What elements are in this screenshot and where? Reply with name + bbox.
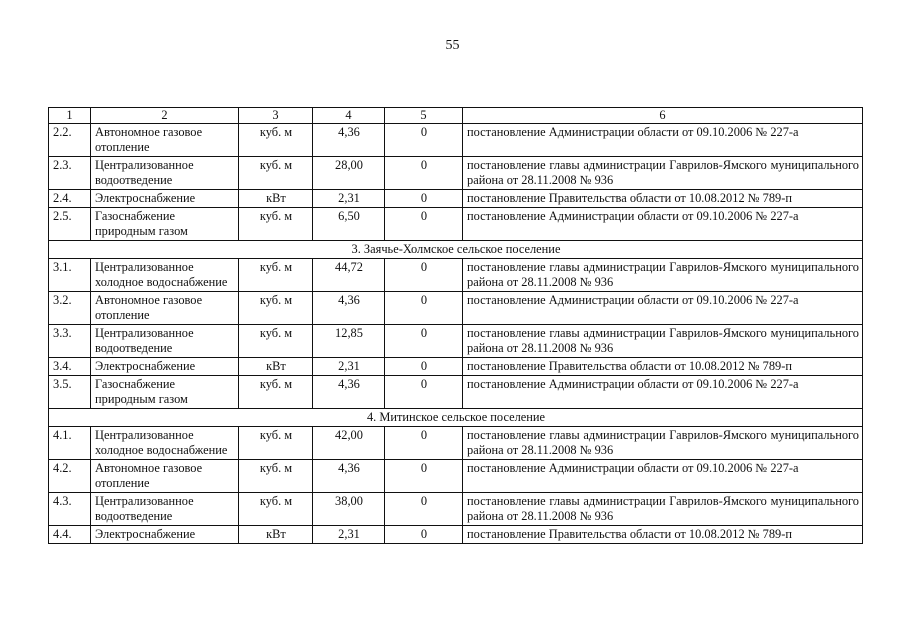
section-title: 4. Митинское сельское поселение (49, 409, 863, 427)
service-name: Электроснабжение (91, 190, 239, 208)
table-row (49, 157, 863, 190)
tariff-value: 12,85 (313, 325, 385, 358)
legal-basis: постановление Администрации области от 09.10.2006 № 227-а (463, 208, 863, 241)
zero-value: 0 (385, 259, 463, 292)
row-number: 3.5. (49, 376, 91, 409)
table-row (49, 190, 863, 208)
service-name: Централизованное водоотведение (91, 157, 239, 190)
tariff-value: 4,36 (313, 124, 385, 157)
column-header: 6 (463, 108, 863, 124)
unit-of-measure: куб. м (239, 157, 313, 190)
zero-value: 0 (385, 208, 463, 241)
tariff-value: 2,31 (313, 358, 385, 376)
legal-basis: постановление Правительства области от 10.08.2012 № 789-п (463, 358, 863, 376)
unit-of-measure: куб. м (239, 376, 313, 409)
table-row (49, 427, 863, 460)
service-name: Централизованное водоотведение (91, 325, 239, 358)
tariff-value: 42,00 (313, 427, 385, 460)
row-number: 3.2. (49, 292, 91, 325)
legal-basis: постановление Администрации области от 09.10.2006 № 227-а (463, 124, 863, 157)
row-number: 3.3. (49, 325, 91, 358)
row-number: 2.4. (49, 190, 91, 208)
row-number: 2.3. (49, 157, 91, 190)
zero-value: 0 (385, 376, 463, 409)
table-row (49, 325, 863, 358)
row-number: 3.4. (49, 358, 91, 376)
service-name: Централизованное холодное водоснабжение (91, 427, 239, 460)
service-name: Электроснабжение (91, 358, 239, 376)
section-title: 3. Заячье-Холмское сельское поселение (49, 241, 863, 259)
zero-value: 0 (385, 493, 463, 526)
column-header: 5 (385, 108, 463, 124)
table-row (49, 358, 863, 376)
legal-basis: постановление Правительства области от 10.08.2012 № 789-п (463, 190, 863, 208)
section-row (49, 241, 863, 259)
legal-basis: постановление Администрации области от 09.10.2006 № 227-а (463, 460, 863, 493)
service-name: Централизованное водоотведение (91, 493, 239, 526)
table-row (49, 292, 863, 325)
unit-of-measure: куб. м (239, 427, 313, 460)
row-number: 4.1. (49, 427, 91, 460)
tariff-value: 44,72 (313, 259, 385, 292)
row-number: 2.2. (49, 124, 91, 157)
service-name: Автономное газовое отопление (91, 292, 239, 325)
legal-basis: постановление Администрации области от 09.10.2006 № 227-а (463, 376, 863, 409)
tariff-value: 4,36 (313, 292, 385, 325)
table-row (49, 124, 863, 157)
row-number: 2.5. (49, 208, 91, 241)
unit-of-measure: куб. м (239, 460, 313, 493)
service-name: Автономное газовое отопление (91, 124, 239, 157)
tariff-value: 4,36 (313, 376, 385, 409)
legal-basis: постановление главы администрации Гаврилов-Ямского муниципального района от 28.11.2008 № 936 (463, 493, 863, 526)
zero-value: 0 (385, 427, 463, 460)
zero-value: 0 (385, 292, 463, 325)
table-body (49, 124, 863, 544)
row-number: 4.2. (49, 460, 91, 493)
page-number: 55 (445, 38, 460, 53)
zero-value: 0 (385, 190, 463, 208)
tariff-table (48, 107, 863, 544)
legal-basis: постановление Администрации области от 09.10.2006 № 227-а (463, 292, 863, 325)
legal-basis: постановление главы администрации Гаврилов-Ямского муниципального района от 28.11.2008 № 936 (463, 325, 863, 358)
legal-basis: постановление главы администрации Гаврилов-Ямского муниципального района от 28.11.2008 № 936 (463, 427, 863, 460)
zero-value: 0 (385, 526, 463, 544)
legal-basis: постановление главы администрации Гаврилов-Ямского муниципального района от 28.11.2008 № 936 (463, 259, 863, 292)
row-number: 4.3. (49, 493, 91, 526)
tariff-value: 4,36 (313, 460, 385, 493)
zero-value: 0 (385, 358, 463, 376)
table-row (49, 493, 863, 526)
service-name: Электроснабжение (91, 526, 239, 544)
unit-of-measure: куб. м (239, 259, 313, 292)
tariff-value: 28,00 (313, 157, 385, 190)
service-name: Газоснабжение природным газом (91, 376, 239, 409)
table-row (49, 460, 863, 493)
legal-basis: постановление главы администрации Гаврилов-Ямского муниципального района от 28.11.2008 № 936 (463, 157, 863, 190)
unit-of-measure: куб. м (239, 325, 313, 358)
row-number: 3.1. (49, 259, 91, 292)
tariff-value: 2,31 (313, 190, 385, 208)
tariff-value: 6,50 (313, 208, 385, 241)
legal-basis: постановление Правительства области от 10.08.2012 № 789-п (463, 526, 863, 544)
service-name: Централизованное холодное водоснабжение (91, 259, 239, 292)
zero-value: 0 (385, 124, 463, 157)
service-name: Автономное газовое отопление (91, 460, 239, 493)
section-row (49, 409, 863, 427)
service-name: Газоснабжение природным газом (91, 208, 239, 241)
unit-of-measure: куб. м (239, 493, 313, 526)
table-row (49, 526, 863, 544)
table-row (49, 376, 863, 409)
zero-value: 0 (385, 460, 463, 493)
unit-of-measure: куб. м (239, 208, 313, 241)
column-header: 2 (91, 108, 239, 124)
unit-of-measure: кВт (239, 526, 313, 544)
column-header: 4 (313, 108, 385, 124)
tariff-value: 2,31 (313, 526, 385, 544)
column-header: 1 (49, 108, 91, 124)
tariff-value: 38,00 (313, 493, 385, 526)
column-header: 3 (239, 108, 313, 124)
row-number: 4.4. (49, 526, 91, 544)
header-row (49, 108, 863, 124)
table-row (49, 259, 863, 292)
unit-of-measure: куб. м (239, 124, 313, 157)
zero-value: 0 (385, 157, 463, 190)
zero-value: 0 (385, 325, 463, 358)
unit-of-measure: кВт (239, 358, 313, 376)
unit-of-measure: куб. м (239, 292, 313, 325)
table-row (49, 208, 863, 241)
unit-of-measure: кВт (239, 190, 313, 208)
